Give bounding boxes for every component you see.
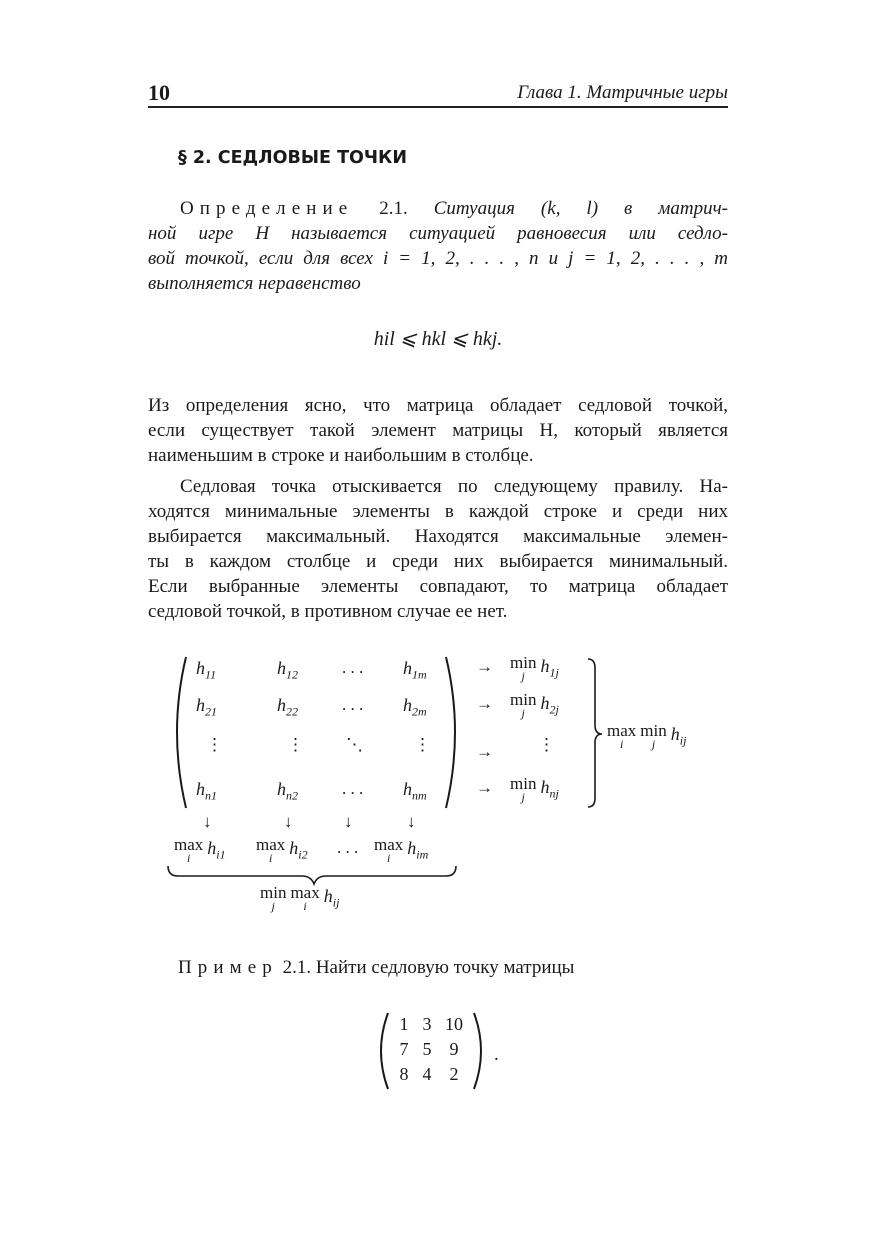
- paragraph-line: Если выбранные элементы совпадают, то матрица обладает: [148, 576, 728, 597]
- paragraph-line: выбирается максимальный. Находятся максимальные элемен-: [148, 526, 728, 547]
- down-arrow: ↓: [284, 812, 293, 831]
- hdots: . . .: [342, 695, 364, 714]
- bottom-brace: [168, 866, 456, 884]
- matrix-left-paren: [177, 657, 186, 808]
- paragraph-line: если существует такой элемент матрицы H, который является: [148, 420, 728, 441]
- matrix-cell: 2: [449, 1064, 459, 1084]
- cell-hn1: $h_{n1}$: [196, 779, 217, 803]
- definition-text: Ситуация (k, l) в матрич-: [433, 198, 729, 219]
- cell-hnm: $h_{nm}$: [403, 779, 427, 803]
- matrix-right-paren: [446, 657, 455, 808]
- right-arrow: →: [476, 742, 493, 761]
- right-arrow: →: [476, 657, 493, 676]
- paragraph-line: Из определения ясно, что матрица обладает седловой точкой,: [148, 395, 728, 416]
- hdots: . . .: [337, 838, 359, 857]
- matrix-cell: 10: [445, 1014, 463, 1034]
- page-number: 10: [148, 80, 170, 105]
- section-title: § 2. СЕДЛОВЫЕ ТОЧКИ: [178, 148, 407, 168]
- row-min-1: min j $h_{1j}$: [510, 653, 559, 683]
- cell-h12: $h_{12}$: [277, 658, 298, 682]
- col-max-1: max i $h_{i1}$: [174, 835, 226, 865]
- matrix-cell: 3: [422, 1014, 432, 1034]
- vdots: ⋮: [538, 735, 555, 754]
- inequality-formula: hil ⩽ hkl ⩽ hkj.: [373, 328, 503, 350]
- cell-h22: $h_{22}$: [277, 695, 298, 719]
- example-line: [178, 957, 574, 979]
- vdots: ⋮: [287, 735, 304, 754]
- running-head: Глава 1. Матричные игры: [517, 82, 728, 103]
- down-arrow: ↓: [407, 812, 416, 831]
- matrix-cell: 9: [449, 1039, 459, 1059]
- paragraph-line: наименьшим в строке и наибольшим в столбце.: [148, 445, 534, 466]
- matrix-cell: 4: [422, 1064, 432, 1084]
- vdots: ⋮: [206, 735, 223, 754]
- example-number: 2.1.: [282, 957, 312, 978]
- paragraph-line: седловой точкой, в противном случае ее нет.: [148, 601, 508, 622]
- down-arrow: ↓: [344, 812, 353, 831]
- definition-line-3: вой точкой, если для всех i = 1, 2, . . . , n и j = 1, 2, . . . , m: [148, 248, 728, 269]
- hdots: . . .: [342, 779, 364, 798]
- cell-hn2: $h_{n2}$: [277, 779, 298, 803]
- row-min-n: min j $h_{nj}$: [510, 774, 559, 804]
- paragraph-line: ты в каждом столбце и среди них выбирается минимальный.: [148, 551, 728, 572]
- col-max-m: max i $h_{im}$: [374, 835, 429, 865]
- paragraph-line: Седловая точка отыскивается по следующему правилу. На-: [180, 476, 728, 497]
- example-text: Найти седловую точку матрицы: [315, 957, 575, 978]
- definition-label: Определение: [180, 198, 354, 219]
- paragraph-line: ходятся минимальные элементы в каждой строке и среди них: [148, 501, 728, 522]
- cell-h2m: $h_{2m}$: [403, 695, 427, 719]
- definition-number: 2.1.: [379, 198, 408, 219]
- row-min-2: min j $h_{2j}$: [510, 690, 559, 720]
- cell-h1m: $h_{1m}$: [403, 658, 427, 682]
- col-max-2: max i $h_{i2}$: [256, 835, 308, 865]
- definition-line-2: ной игре H называется ситуацией равновесия или седло-: [148, 223, 728, 244]
- max-min-expression: max i min j $h_{ij}$: [607, 721, 687, 751]
- right-arrow: →: [476, 778, 493, 797]
- matrix-cell: 1: [399, 1014, 409, 1034]
- cell-h21: $h_{21}$: [196, 695, 217, 719]
- vdots: ⋮: [414, 735, 431, 754]
- right-arrow: →: [476, 694, 493, 713]
- down-arrow: ↓: [203, 812, 212, 831]
- cell-h11: $h_{11}$: [196, 658, 217, 682]
- matrix-period: .: [494, 1044, 499, 1065]
- ddots: ⋱: [346, 735, 363, 754]
- definition-line-4: выполняется неравенство: [148, 273, 361, 294]
- min-max-expression: min j max i $h_{ij}$: [260, 883, 340, 913]
- hdots: . . .: [342, 658, 364, 677]
- example-matrix: [376, 1010, 486, 1092]
- right-brace: [588, 659, 602, 807]
- matrix-cell: 8: [399, 1064, 409, 1084]
- matrix-cell: 5: [422, 1039, 432, 1059]
- matrix-cell: 7: [399, 1039, 409, 1059]
- example-label: Пример: [178, 957, 278, 978]
